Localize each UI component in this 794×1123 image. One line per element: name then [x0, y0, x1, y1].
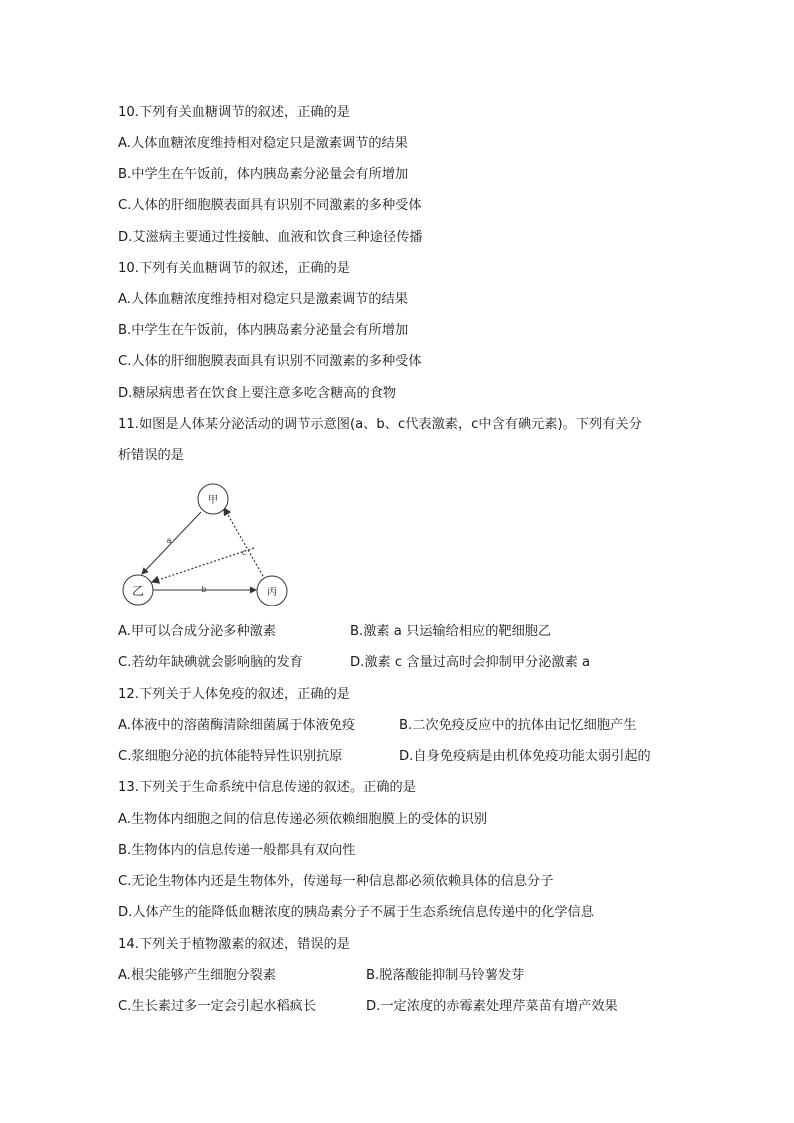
q14-option-a: A.根尖能够产生细胞分裂素 — [118, 968, 277, 983]
q11-option-b: B.激素 a 只运输给相应的靶细胞乙 — [350, 624, 552, 639]
node-jia-label: 甲 — [208, 495, 218, 506]
q11-option-a: A.甲可以合成分泌多种激素 — [118, 624, 277, 639]
q12-stem: 12.下列关于人体免疫的叙述，正确的是 — [118, 687, 350, 702]
q14-option-b: B.脱落酸能抑制马铃薯发芽 — [366, 968, 525, 983]
q11-option-c: C.若幼年缺碘就会影响脑的发育 — [118, 655, 303, 670]
q11-stem-line2: 析错误的是 — [118, 448, 184, 463]
q10a-stem: 10.下列有关血糖调节的叙述，正确的是 — [118, 105, 350, 120]
q11-stem-line1: 11.如图是人体某分泌活动的调节示意图(a、b、c代表激素，c中含有碘元素)。下列有关分 — [118, 417, 642, 432]
edge-c-bing-to-jia — [224, 508, 263, 576]
edge-b-label: b — [201, 585, 207, 594]
q13-option-d: D.人体产生的能降低血糖浓度的胰岛素分子不属于生态系统信息传递中的化学信息 — [118, 905, 594, 920]
node-bing-label: 丙 — [267, 587, 277, 598]
q10a-option-a: A.人体血糖浓度维持相对稳定只是激素调节的结果 — [118, 136, 408, 151]
q10a-option-d: D.艾滋病主要通过性接触、血液和饮食三种途径传播 — [118, 230, 423, 245]
edge-a-label: a — [166, 536, 172, 545]
q11-regulation-diagram — [118, 480, 293, 606]
edge-c-bing-to-yi — [152, 548, 254, 582]
edge-a-jia-to-yi — [142, 512, 201, 574]
edge-c-label: c — [241, 548, 247, 557]
q10b-option-c: C.人体的肝细胞膜表面具有识别不同激素的多种受体 — [118, 354, 422, 369]
node-yi-label: 乙 — [131, 584, 145, 598]
q14-option-d: D.一定浓度的赤霉素处理芹菜苗有增产效果 — [366, 999, 618, 1014]
q13-option-b: B.生物体内的信息传递一般都具有双向性 — [118, 843, 356, 858]
q11-option-d: D.激素 c 含量过高时会抑制甲分泌激素 a — [350, 655, 591, 670]
q10b-option-a: A.人体血糖浓度维持相对稳定只是激素调节的结果 — [118, 292, 408, 307]
q12-option-a: A.体液中的溶菌酶清除细菌属于体液免疫 — [118, 718, 356, 733]
q12-option-c: C.浆细胞分泌的抗体能特异性识别抗原 — [118, 749, 343, 764]
q12-option-d: D.自身免疫病是由机体免疫功能太弱引起的 — [399, 749, 651, 764]
q10b-option-d: D.糖尿病患者在饮食上要注意多吃含糖高的食物 — [118, 386, 397, 401]
q10b-stem: 10.下列有关血糖调节的叙述，正确的是 — [118, 261, 350, 276]
q14-option-c: C.生长素过多一定会引起水稻疯长 — [118, 999, 317, 1014]
q10b-option-b: B.中学生在午饭前，体内胰岛素分泌量会有所增加 — [118, 323, 409, 338]
q10a-option-b: B.中学生在午饭前，体内胰岛素分泌量会有所增加 — [118, 167, 409, 182]
q13-option-a: A.生物体内细胞之间的信息传递必须依赖细胞膜上的受体的识别 — [118, 812, 488, 827]
q12-option-b: B.二次免疫反应中的抗体由记忆细胞产生 — [399, 718, 637, 733]
q13-option-c: C.无论生物体内还是生物体外，传递每一种信息都必须依赖具体的信息分子 — [118, 874, 554, 889]
q13-stem: 13.下列关于生命系统中信息传递的叙述。正确的是 — [118, 780, 416, 795]
q10a-option-c: C.人体的肝细胞膜表面具有识别不同激素的多种受体 — [118, 198, 422, 213]
q14-stem: 14.下列关于植物激素的叙述，错误的是 — [118, 937, 350, 952]
